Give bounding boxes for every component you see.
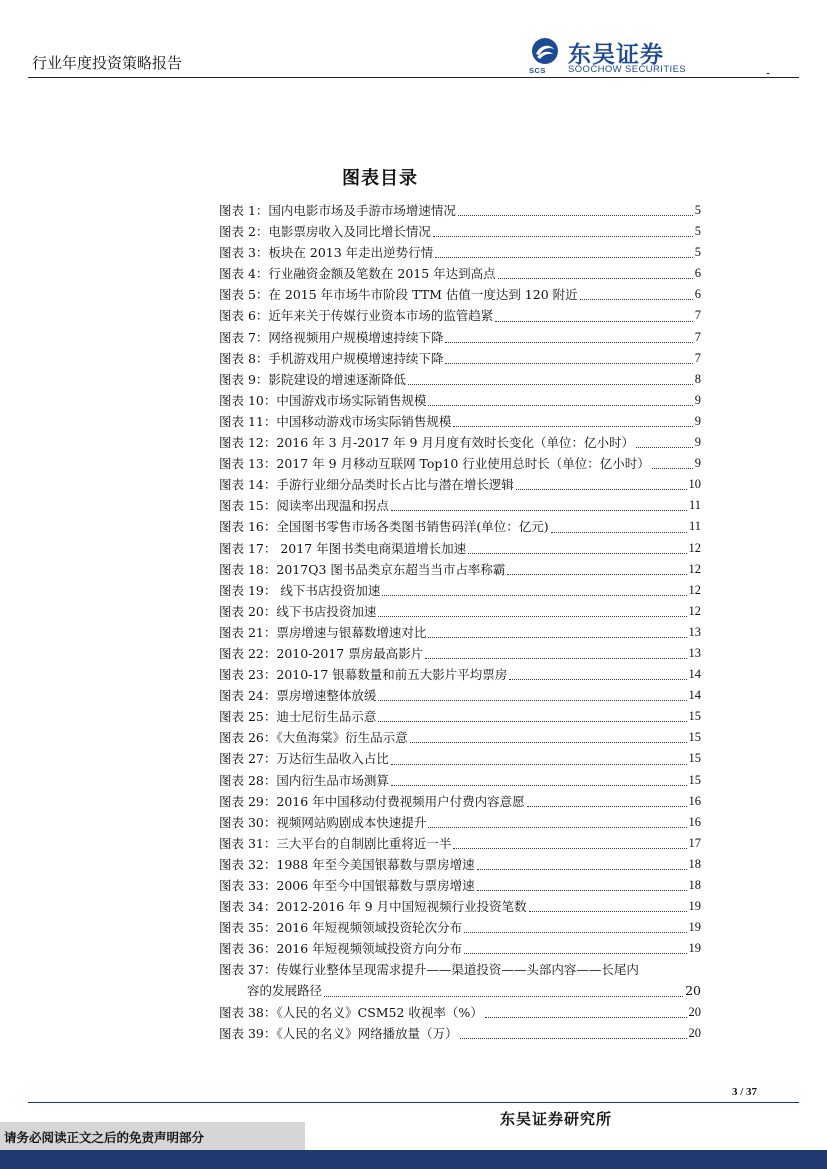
toc-item-label: 图表 28：国内衍生品市场测算 bbox=[219, 772, 389, 788]
toc-leader-dots bbox=[507, 574, 686, 575]
toc-leader-dots bbox=[468, 553, 686, 554]
toc-leader-dots bbox=[391, 785, 687, 786]
toc-item[interactable] bbox=[219, 643, 701, 664]
toc-item[interactable] bbox=[219, 559, 701, 580]
toc-leader-dots bbox=[428, 827, 686, 828]
toc-leader-dots bbox=[435, 257, 693, 258]
toc-leader-dots bbox=[516, 489, 687, 490]
toc-item[interactable] bbox=[219, 791, 701, 812]
toc-item-label: 图表 31：三大平台的自制剧比重将近一半 bbox=[219, 835, 452, 851]
toc-item-page: 12 bbox=[688, 603, 701, 618]
toc-item-page: 14 bbox=[688, 688, 701, 703]
toc-item-label: 图表 2：电影票房收入及同比增长情况 bbox=[219, 224, 431, 240]
toc-leader-dots bbox=[324, 996, 683, 997]
toc-item-page: 9 bbox=[694, 456, 701, 471]
toc-item-label: 图表 4：行业融资金额及笔数在 2015 年达到高点 bbox=[219, 266, 496, 282]
toc-item-label: 图表 17： 2017 年图书类电商渠道增长加速 bbox=[219, 540, 467, 556]
toc-item-label: 图表 34：2012-2016 年 9 月中国短视频行业投资笔数 bbox=[219, 899, 527, 915]
toc-item[interactable] bbox=[219, 622, 701, 643]
toc-item-page: 5 bbox=[694, 224, 701, 239]
toc-item-label: 图表 5：在 2015 年市场牛市阶段 TTM 估值一度达到 120 附近 bbox=[219, 287, 578, 303]
toc-item-page: 6 bbox=[694, 287, 701, 302]
toc-item-page: 11 bbox=[688, 519, 701, 534]
toc-leader-dots bbox=[464, 932, 686, 933]
toc-leader-dots bbox=[445, 363, 692, 364]
toc-leader-dots bbox=[509, 679, 686, 680]
toc-item-label: 图表 22：2010-2017 票房最高影片 bbox=[219, 645, 424, 661]
toc-item[interactable] bbox=[219, 812, 701, 833]
toc-item-page: 12 bbox=[688, 582, 701, 597]
toc-leader-dots bbox=[433, 236, 693, 237]
footer-organization: 东吴证券研究所 bbox=[500, 1110, 613, 1128]
toc-item[interactable] bbox=[219, 770, 701, 791]
footer-divider bbox=[28, 1102, 799, 1103]
toc-item-page: 14 bbox=[688, 667, 701, 682]
report-section-title: 行业年度投资策略报告 bbox=[32, 54, 183, 72]
toc-item-page: 19 bbox=[688, 899, 701, 914]
toc-item[interactable] bbox=[219, 875, 701, 896]
toc-leader-dots bbox=[445, 342, 692, 343]
toc-leader-dots bbox=[378, 700, 686, 701]
toc-leader-dots bbox=[425, 658, 686, 659]
toc-item-label: 图表 26：《大鱼海棠》衍生品示意 bbox=[219, 730, 408, 746]
toc-title: 图表目录 bbox=[342, 168, 418, 189]
toc-item[interactable] bbox=[219, 516, 701, 537]
toc-item-label: 图表 11：中国移动游戏市场实际销售规模 bbox=[219, 413, 452, 429]
toc-item[interactable] bbox=[219, 474, 701, 495]
toc-leader-dots bbox=[464, 953, 686, 954]
toc-item-page: 19 bbox=[688, 920, 701, 935]
toc-item-label: 图表 18：2017Q3 图书品类京东超当当市占率称霸 bbox=[219, 561, 506, 577]
toc-item-label: 图表 38：《人民的名义》CSM52 收视率（%） bbox=[219, 1004, 483, 1020]
toc-item-label: 图表 20：线下书店投资加速 bbox=[219, 603, 377, 619]
toc-leader-dots bbox=[498, 278, 693, 279]
toc-item-label: 图表 23：2010-17 银幕数量和前五大影片平均票房 bbox=[219, 667, 508, 683]
toc-item-page: 15 bbox=[688, 730, 701, 745]
toc-item-page: 9 bbox=[694, 392, 701, 407]
toc-leader-dots bbox=[391, 764, 687, 765]
toc-item-label: 图表 8：手机游戏用户规模增速持续下降 bbox=[219, 350, 444, 366]
toc-item[interactable] bbox=[219, 664, 701, 685]
toc-item-label-line1: 图表 37：传媒行业整体呈现需求提升——渠道投资——头部内容——长尾内 bbox=[219, 962, 639, 978]
toc-item[interactable] bbox=[219, 284, 701, 305]
toc-leader-dots bbox=[636, 447, 693, 448]
toc-item-label: 图表 39：《人民的名义》网络播放量（万） bbox=[219, 1025, 458, 1041]
toc-item[interactable] bbox=[219, 327, 701, 348]
toc-leader-dots bbox=[495, 321, 692, 322]
toc-item-label: 图表 36：2016 年短视频领域投资方向分布 bbox=[219, 941, 463, 957]
page-number: 3 / 37 bbox=[732, 1086, 758, 1098]
toc-item-page: 10 bbox=[688, 477, 701, 492]
toc-item-label: 图表 14：手游行业细分品类时长占比与潜在增长逻辑 bbox=[219, 477, 514, 493]
toc-item-label: 图表 16：全国图书零售市场各类图书销售码洋(单位：亿元) bbox=[219, 519, 549, 535]
toc-item-page: 7 bbox=[694, 350, 701, 365]
toc-item-page: 5 bbox=[694, 245, 701, 260]
toc-leader-dots bbox=[652, 468, 693, 469]
toc-item[interactable] bbox=[219, 601, 701, 622]
disclaimer-banner bbox=[0, 1122, 305, 1150]
toc-item-page: 13 bbox=[688, 645, 701, 660]
toc-item[interactable] bbox=[219, 833, 701, 854]
toc-leader-dots bbox=[580, 299, 693, 300]
soochow-securities-logo bbox=[528, 36, 708, 76]
toc-item-page: 15 bbox=[688, 751, 701, 766]
toc-item-page: 15 bbox=[688, 709, 701, 724]
toc-leader-dots bbox=[453, 848, 686, 849]
disclaimer-text: 请务必阅读正文之后的免责声明部分 bbox=[4, 1130, 205, 1145]
toc-leader-dots bbox=[410, 742, 687, 743]
toc-leader-dots bbox=[458, 215, 693, 216]
scs-logo-icon bbox=[528, 36, 562, 70]
toc-item-label: 图表 6：近年来关于传媒行业资本市场的监管趋紧 bbox=[219, 308, 494, 324]
toc-leader-dots bbox=[382, 595, 686, 596]
toc-item[interactable] bbox=[219, 348, 701, 369]
toc-item[interactable] bbox=[219, 685, 701, 706]
toc-leader-dots bbox=[391, 510, 687, 511]
toc-leader-dots bbox=[378, 616, 686, 617]
toc-item[interactable] bbox=[219, 390, 701, 411]
toc-item-label: 图表 25：迪士尼衍生品示意 bbox=[219, 709, 377, 725]
toc-leader-dots bbox=[408, 384, 693, 385]
toc-leader-dots bbox=[378, 721, 686, 722]
toc-item[interactable] bbox=[219, 896, 701, 917]
toc-item[interactable] bbox=[219, 305, 701, 326]
footer-band bbox=[0, 1150, 827, 1169]
toc-leader-dots bbox=[527, 806, 687, 807]
header-divider bbox=[28, 77, 799, 78]
toc-item-37[interactable] bbox=[219, 959, 701, 1001]
toc-item-label: 图表 32：1988 年至今美国银幕数与票房增速 bbox=[219, 856, 475, 872]
toc-leader-dots bbox=[453, 426, 692, 427]
toc-item-page: 7 bbox=[694, 308, 701, 323]
toc-item-page: 20 bbox=[685, 983, 701, 999]
toc-item[interactable] bbox=[219, 580, 701, 601]
toc-item-page: 9 bbox=[694, 435, 701, 450]
toc-item-label: 图表 7：网络视频用户规模增速持续下降 bbox=[219, 329, 444, 345]
toc-item-page: 18 bbox=[688, 856, 701, 871]
toc-item[interactable] bbox=[219, 221, 701, 242]
toc-item-label: 图表 9：影院建设的增速逐渐降低 bbox=[219, 371, 406, 387]
toc-item[interactable] bbox=[219, 263, 701, 284]
toc-item-label-line2: 容的发展路径 bbox=[247, 983, 323, 999]
toc-item-label: 图表 10：中国游戏市场实际销售规模 bbox=[219, 392, 427, 408]
toc-item-page: 16 bbox=[688, 793, 701, 808]
toc-item-label: 图表 3：板块在 2013 年走出逆势行情 bbox=[219, 245, 434, 261]
toc-item[interactable] bbox=[219, 748, 701, 769]
toc-item-page: 20 bbox=[688, 1004, 701, 1019]
toc-item[interactable] bbox=[219, 938, 701, 959]
toc-item[interactable] bbox=[219, 495, 701, 516]
toc-item-label: 图表 13：2017 年 9 月移动互联网 Top10 行业使用总时长（单位：亿小时） bbox=[219, 456, 650, 472]
toc-item-label: 图表 27：万达衍生品收入占比 bbox=[219, 751, 389, 767]
toc-leader-dots bbox=[477, 890, 687, 891]
toc-item-page: 6 bbox=[694, 266, 701, 281]
header-dash: - bbox=[766, 66, 771, 80]
toc-item-page: 5 bbox=[694, 203, 701, 217]
toc-item-page: 12 bbox=[688, 540, 701, 555]
toc-leader-dots bbox=[428, 405, 692, 406]
toc-item-label: 图表 15：阅读率出现温和拐点 bbox=[219, 498, 389, 514]
toc-item[interactable] bbox=[219, 917, 701, 938]
toc-list bbox=[219, 200, 701, 1044]
toc-item-label: 图表 24：票房增速整体放缓 bbox=[219, 688, 377, 704]
toc-leader-dots bbox=[551, 532, 687, 533]
toc-item-page: 17 bbox=[688, 835, 701, 850]
toc-item[interactable] bbox=[219, 242, 701, 263]
toc-item-page: 13 bbox=[688, 624, 701, 639]
toc-item[interactable] bbox=[219, 1023, 701, 1044]
toc-item[interactable] bbox=[219, 369, 701, 390]
toc-leader-dots bbox=[477, 869, 687, 870]
toc-item-label: 图表 35：2016 年短视频领域投资轮次分布 bbox=[219, 920, 463, 936]
toc-item-label: 图表 1：国内电影市场及手游市场增速情况 bbox=[219, 203, 456, 218]
toc-item[interactable] bbox=[219, 200, 701, 221]
toc-item[interactable] bbox=[219, 706, 701, 727]
toc-item[interactable] bbox=[219, 411, 701, 432]
toc-item-page: 16 bbox=[688, 814, 701, 829]
logo-abbreviation: SCS bbox=[529, 66, 546, 75]
toc-item[interactable] bbox=[219, 432, 701, 453]
toc-item[interactable] bbox=[219, 538, 701, 559]
toc-item-label: 图表 30：视频网站购剧成本快速提升 bbox=[219, 814, 427, 830]
toc-item-page: 20 bbox=[688, 1025, 701, 1040]
toc-item[interactable] bbox=[219, 854, 701, 875]
toc-item-label: 图表 29：2016 年中国移动付费视频用户付费内容意愿 bbox=[219, 793, 525, 809]
toc-item-page: 19 bbox=[688, 941, 701, 956]
toc-item-page: 8 bbox=[694, 371, 701, 386]
toc-item-label: 图表 19： 线下书店投资加速 bbox=[219, 582, 381, 598]
toc-leader-dots bbox=[428, 637, 686, 638]
toc-item-page: 11 bbox=[688, 498, 701, 513]
toc-item[interactable] bbox=[219, 1002, 701, 1023]
toc-item-label: 图表 33：2006 年至今中国银幕数与票房增速 bbox=[219, 878, 475, 893]
toc-leader-dots bbox=[460, 1038, 687, 1039]
toc-item-page: 7 bbox=[694, 329, 701, 344]
toc-item[interactable] bbox=[219, 453, 701, 474]
logo-chinese-name: 东吴证券 bbox=[568, 42, 664, 68]
toc-leader-dots bbox=[529, 911, 687, 912]
toc-item-page: 9 bbox=[694, 413, 701, 428]
toc-item-label: 图表 12：2016 年 3 月-2017 年 9 月月度有效时长变化（单位：亿小时） bbox=[219, 435, 634, 451]
toc-leader-dots bbox=[485, 1017, 687, 1018]
toc-item-page: 12 bbox=[688, 561, 701, 576]
logo-english-name: SOOCHOW SECURITIES bbox=[568, 64, 687, 75]
toc-item-label: 图表 21：票房增速与银幕数增速对比 bbox=[219, 624, 427, 640]
toc-item[interactable] bbox=[219, 727, 701, 748]
toc-item-page: 18 bbox=[688, 878, 701, 892]
toc-item-page: 15 bbox=[688, 772, 701, 787]
